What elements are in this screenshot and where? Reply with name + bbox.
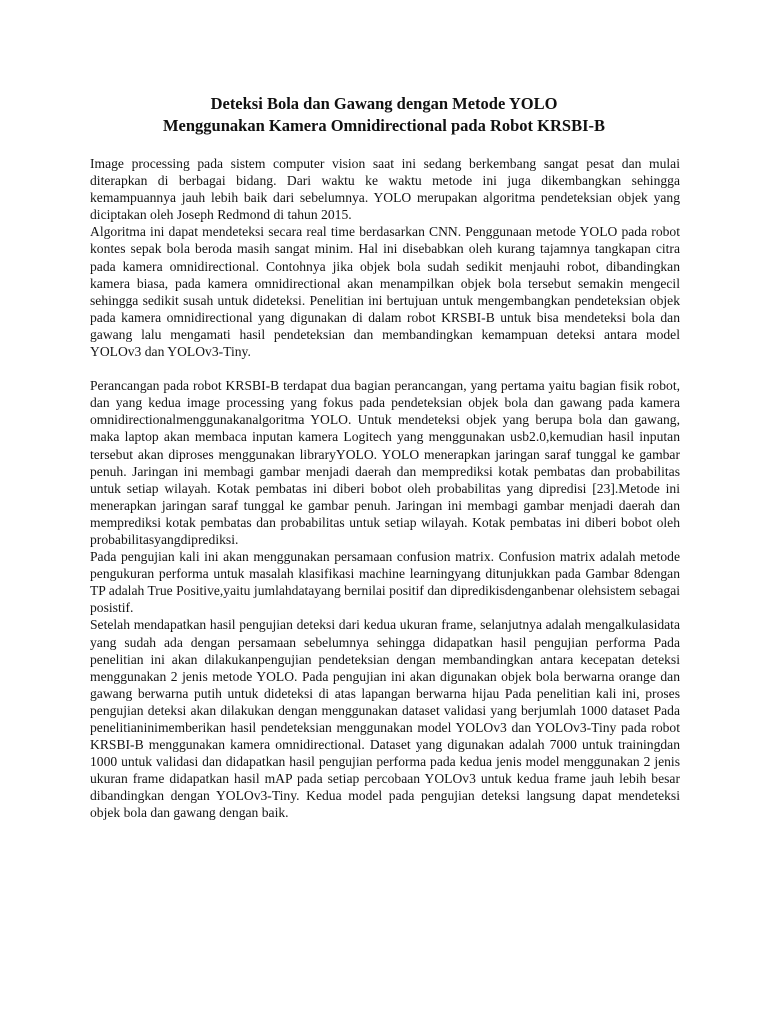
paragraph-spacer — [90, 360, 680, 377]
title-line-1: Deteksi Bola dan Gawang dengan Metode YOLO — [210, 94, 558, 113]
paragraph-confusion-matrix: Pada pengujian kali ini akan menggunakan persamaan confusion matrix. Confusion matrix adalah metode pengukuran performa untuk masalah klasifikasi machine learningyang ditunjukkan pada Gambar 8dengan TP adalah True Positive,yaitu jumlahdatayang bernilai positif dan dipredikisdenganbenar olehsistem sebagai posistif. — [90, 549, 680, 616]
title-line-2: Menggunakan Kamera Omnidirectional pada Robot KRSBI-B — [162, 116, 606, 135]
paragraph-results: Setelah mendapatkan hasil pengujian deteksi dari kedua ukuran frame, selanjutnya adalah mengalkulasidata yang sudah ada dengan persamaan sebelumnya sehingga didapatkan hasil pengujian performa Pada penelitian ini akan dilakukanpengujian pendeteksian dengan membandingkan antara kecepatan deteksi menggunakan 2 jenis metode YOLO. Pada pengujian ini akan digunakan objek bola berwarna orange dan gawang berwarna putih untuk dideteksi di atas lapangan berwarna hijau Pada penelitian kali ini, proses pengujian deteksi akan dilakukan dengan menggunakan dataset validasi yang berjumlah 1000 dataset Pada penelitianinimemberikan hasil pendeteksian menggunakan model YOLOv3 dan YOLOv3-Tiny pada robot KRSBI-B menggunakan kamera omnidirectional. Dataset yang digunakan adalah 7000 untuk trainingdan 1000 untuk validasi dan didapatkan hasil pengujian performa pada kedua jenis model menggunakan 2 jenis ukuran frame didapatkan hasil mAP pada setiap percobaan YOLOv3 untuk kedua frame jauh lebih besar dibandingkan dengan YOLOv3-Tiny. Kedua model pada pengujian deteksi langsung dapat mendeteksi objek bola dan gawang dengan baik. — [90, 617, 680, 821]
paragraph-design: Perancangan pada robot KRSBI-B terdapat dua bagian perancangan, yang pertama yaitu bagian fisik robot, dan yang kedua image processing yang fokus pada pendeteksian objek bola dan gawang pada kamera omnidirectionalmenggunakanalgoritma YOLO. Untuk mendeteksi objek yang berupa bola dan gawang, maka laptop akan membaca inputan kamera Logitech yang menggunakan usb2.0,kemudian hasil inputan tersebut akan diproses menggunakan libraryYOLO. YOLO menerapkan jaringan saraf tunggal ke gambar penuh. Jaringan ini membagi gambar menjadi daerah dan memprediksi kotak pembatas dan probabilitas untuk setiap wilayah. Kotak pembatas ini diberi bobot oleh probabilitas yang dipredisi [23].Metode ini menerapkan jaringan saraf tunggal ke gambar penuh. Jaringan ini membagi gambar menjadi daerah dan memprediksi kotak pembatas dan probabilitas untuk setiap wilayah. Kotak pembatas ini diberi bobot oleh probabilitasyangdiprediksi. — [90, 378, 680, 547]
document-title — [0, 93, 768, 137]
paragraph-algorithm: Algoritma ini dapat mendeteksi secara real time berdasarkan CNN. Penggunaan metode YOLO pada robot kontes sepak bola beroda masih sangat minim. Hal ini disebabkan oleh kurang tajamnya tangkapan citra pada kamera omnidirectional. Contohnya jika objek bola sudah sedikit menjauhi robot, dibandingkan kamera biasa, pada kamera omnidirectional akan menampilkan objek bola tersebut semakin mengecil sehingga sedikit susah untuk dideteksi. Penelitian ini bertujuan untuk mengembangkan pendeteksian objek pada kamera omnidirectional yang digunakan di dalam robot KRSBI-B untuk bisa mendeteksi bola dan gawang lalu mengamati hasil pendeteksian dan membandingkan kemampuan deteksi antara model YOLOv3 dan YOLOv3-Tiny. — [90, 224, 680, 360]
document-body — [90, 155, 680, 822]
paragraph-intro: Image processing pada sistem computer vision saat ini sedang berkembang sangat pesat dan mulai diterapkan di berbagai bidang. Dari waktu ke waktu metode ini juga dikembangkan sehingga kemampuannya jauh lebih baik dari sebelumnya. YOLO merupakan algoritma pendeteksian objek yang diciptakan oleh Joseph Redmond di tahun 2015. — [90, 156, 680, 223]
